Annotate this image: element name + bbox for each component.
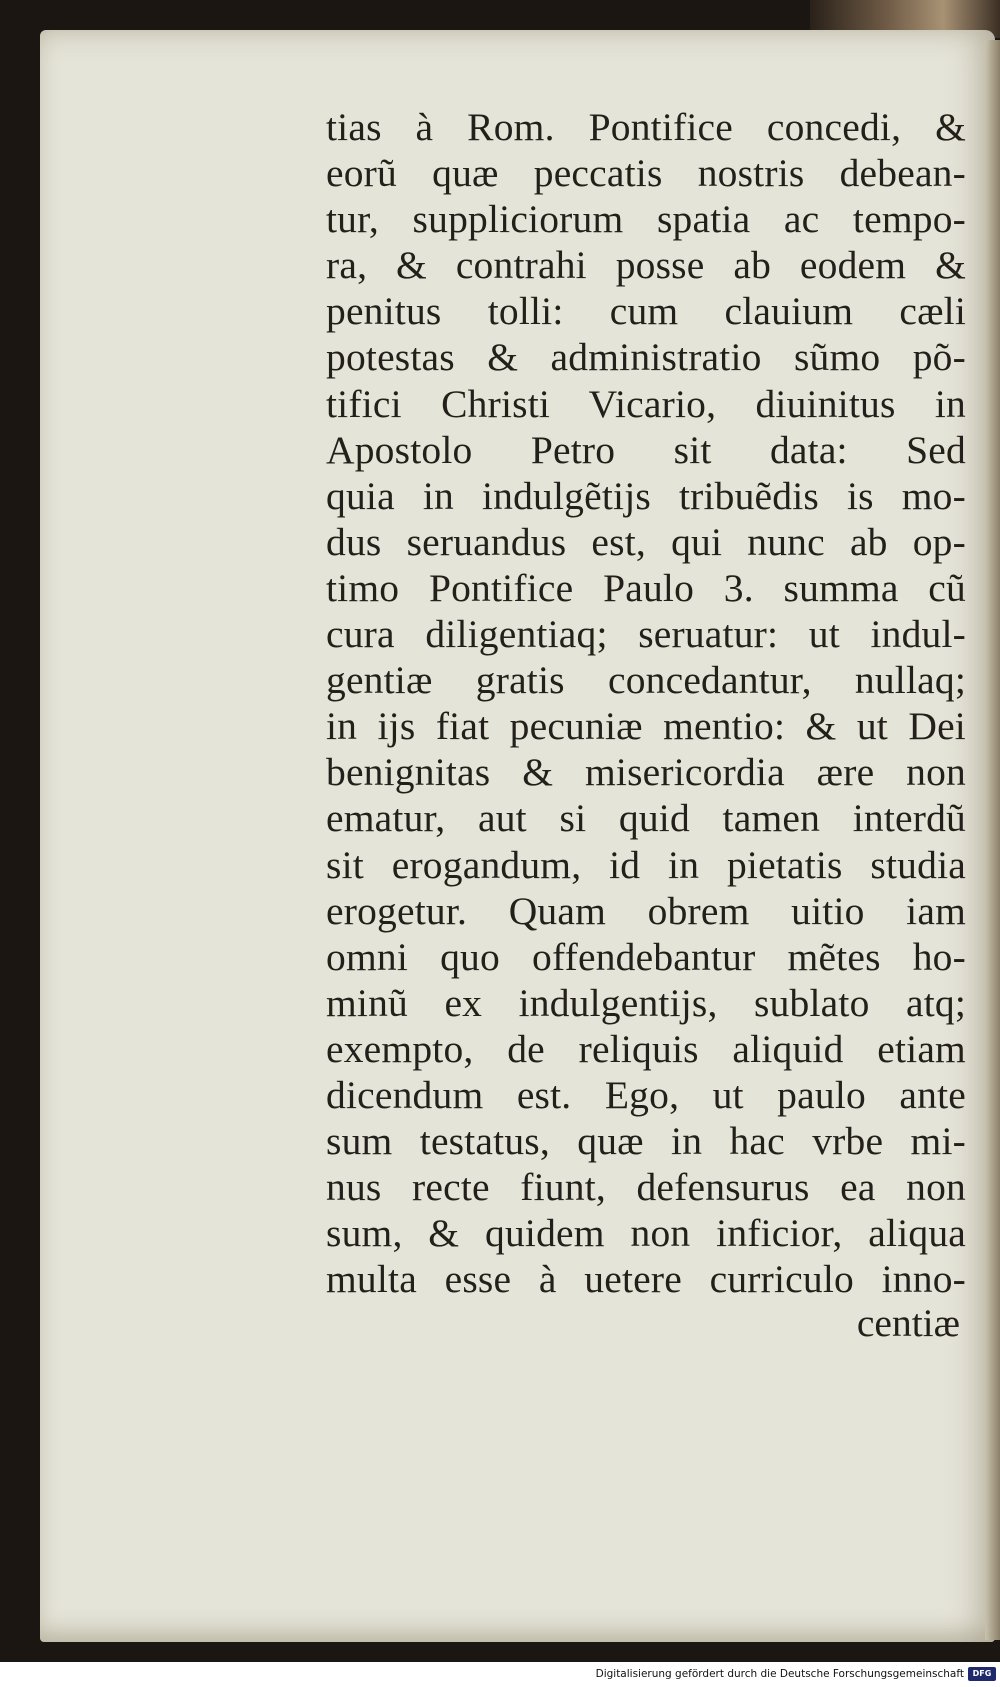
- text-line: benignitas & misericordia ære non: [326, 750, 966, 795]
- text-line: tur, suppliciorum spatia ac tempo-: [326, 197, 966, 242]
- catchword: centiæ: [856, 1301, 960, 1345]
- text-line: penitus tolli: cum clauium cæli: [326, 289, 966, 334]
- text-line: erogetur. Quam obrem uitio iam: [326, 888, 966, 933]
- text-line: dicendum est. Ego, ut paulo ante: [326, 1072, 966, 1117]
- text-line: ra, & contrahi posse ab eodem &: [326, 243, 966, 288]
- text-line: cura diligentiaq; seruatur: ut indul-: [326, 612, 966, 657]
- body-text: [326, 104, 966, 1302]
- text-line: in ijs fiat pecuniæ mentio: & ut Dei: [326, 704, 966, 749]
- text-line: gentiæ gratis concedantur, nullaq;: [326, 658, 966, 703]
- text-line: Apostolo Petro sit data: Sed: [326, 427, 966, 472]
- footer-credit: Digitalisierung gefördert durch die Deutsche Forschungsgemeinschaft: [595, 1668, 964, 1680]
- text-line: nus recte fiunt, defensurus ea non: [326, 1165, 966, 1210]
- text-line: quia in indulgẽtijs tribuẽdis is mo-: [326, 473, 966, 518]
- text-line: minũ ex indulgentijs, sublato atq;: [326, 980, 966, 1025]
- text-line: sum, & quidem non inficior, aliqua: [326, 1211, 966, 1256]
- text-line: timo Pontifice Paulo 3. summa cũ: [326, 565, 966, 610]
- text-line: omni quo offendebantur mẽtes ho-: [326, 934, 966, 979]
- page-edge: [985, 40, 1000, 1640]
- dfg-logo: DFG: [968, 1667, 996, 1681]
- text-line: tias à Rom. Pontifice concedi, &: [326, 105, 966, 149]
- text-line: multa esse à uetere curriculo inno-: [326, 1257, 966, 1302]
- text-line: exempto, de reliquis aliquid etiam: [326, 1026, 966, 1071]
- text-line: potestas & administratio sũmo põ-: [326, 335, 966, 380]
- text-line: sit erogandum, id in pietatis studia: [326, 842, 966, 887]
- text-line: ematur, aut si quid tamen interdũ: [326, 796, 966, 841]
- footer: [0, 1664, 1000, 1687]
- text-line: dus seruandus est, qui nunc ab op-: [326, 519, 966, 564]
- text-line: sum testatus, quæ in hac vrbe mi-: [326, 1119, 966, 1164]
- text-line: tifici Christi Vicario, diuinitus in: [326, 381, 966, 426]
- text-line: eorũ quæ peccatis nostris debean-: [326, 151, 966, 196]
